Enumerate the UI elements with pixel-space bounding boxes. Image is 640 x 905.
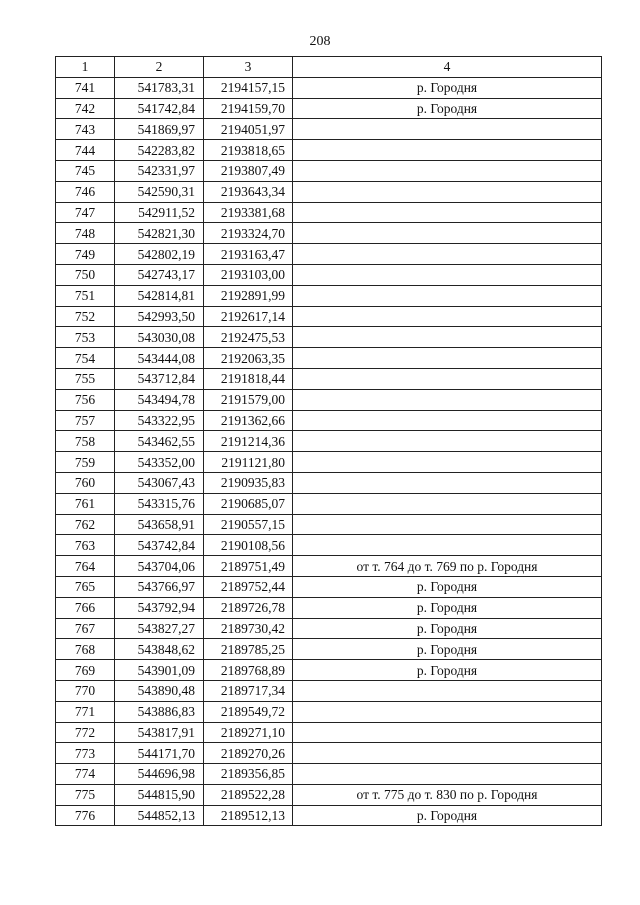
x-coordinate-cell: 542814,81 [115, 285, 204, 306]
x-coordinate-cell: 541783,31 [115, 77, 204, 98]
x-coordinate-cell: 543817,91 [115, 722, 204, 743]
table-row [56, 472, 602, 493]
table-body [56, 77, 602, 826]
table-row [56, 535, 602, 556]
point-number-cell: 750 [56, 264, 115, 285]
description-cell [293, 431, 602, 452]
y-coordinate-cell: 2191214,36 [204, 431, 293, 452]
point-number-cell: 772 [56, 722, 115, 743]
y-coordinate-cell: 2189730,42 [204, 618, 293, 639]
description-cell [293, 701, 602, 722]
y-coordinate-cell: 2191579,00 [204, 389, 293, 410]
y-coordinate-cell: 2189522,28 [204, 784, 293, 805]
y-coordinate-cell: 2190685,07 [204, 493, 293, 514]
point-number-cell: 763 [56, 535, 115, 556]
x-coordinate-cell: 543742,84 [115, 535, 204, 556]
y-coordinate-cell: 2189512,13 [204, 805, 293, 826]
table-row [56, 514, 602, 535]
x-coordinate-cell: 543315,76 [115, 493, 204, 514]
description-cell [293, 368, 602, 389]
y-coordinate-cell: 2189270,26 [204, 743, 293, 764]
column-header-3: 3 [204, 57, 293, 78]
point-number-cell: 747 [56, 202, 115, 223]
y-coordinate-cell: 2193643,34 [204, 181, 293, 202]
point-number-cell: 751 [56, 285, 115, 306]
table-row [56, 431, 602, 452]
y-coordinate-cell: 2194051,97 [204, 119, 293, 140]
point-number-cell: 770 [56, 680, 115, 701]
point-number-cell: 743 [56, 119, 115, 140]
table-row [56, 327, 602, 348]
x-coordinate-cell: 543901,09 [115, 660, 204, 681]
x-coordinate-cell: 544696,98 [115, 764, 204, 785]
x-coordinate-cell: 543766,97 [115, 576, 204, 597]
description-cell: от т. 764 до т. 769 по р. Городня [293, 556, 602, 577]
x-coordinate-cell: 543462,55 [115, 431, 204, 452]
description-cell [293, 223, 602, 244]
x-coordinate-cell: 542590,31 [115, 181, 204, 202]
point-number-cell: 775 [56, 784, 115, 805]
x-coordinate-cell: 543886,83 [115, 701, 204, 722]
point-number-cell: 755 [56, 368, 115, 389]
x-coordinate-cell: 543030,08 [115, 327, 204, 348]
table-row [56, 160, 602, 181]
point-number-cell: 765 [56, 576, 115, 597]
table-row [56, 805, 602, 826]
description-cell: р. Городня [293, 660, 602, 681]
y-coordinate-cell: 2189356,85 [204, 764, 293, 785]
y-coordinate-cell: 2193807,49 [204, 160, 293, 181]
description-cell [293, 452, 602, 473]
y-coordinate-cell: 2190108,56 [204, 535, 293, 556]
x-coordinate-cell: 543792,94 [115, 597, 204, 618]
y-coordinate-cell: 2193103,00 [204, 264, 293, 285]
point-number-cell: 757 [56, 410, 115, 431]
y-coordinate-cell: 2193818,65 [204, 140, 293, 161]
description-cell [293, 181, 602, 202]
point-number-cell: 753 [56, 327, 115, 348]
x-coordinate-cell: 543827,27 [115, 618, 204, 639]
point-number-cell: 744 [56, 140, 115, 161]
description-cell: р. Городня [293, 805, 602, 826]
table-row [56, 743, 602, 764]
x-coordinate-cell: 544171,70 [115, 743, 204, 764]
description-cell [293, 202, 602, 223]
y-coordinate-cell: 2193324,70 [204, 223, 293, 244]
y-coordinate-cell: 2194157,15 [204, 77, 293, 98]
y-coordinate-cell: 2194159,70 [204, 98, 293, 119]
y-coordinate-cell: 2192617,14 [204, 306, 293, 327]
description-cell [293, 264, 602, 285]
x-coordinate-cell: 543658,91 [115, 514, 204, 535]
point-number-cell: 769 [56, 660, 115, 681]
description-cell [293, 472, 602, 493]
y-coordinate-cell: 2190935,83 [204, 472, 293, 493]
description-cell [293, 306, 602, 327]
description-cell [293, 119, 602, 140]
x-coordinate-cell: 541742,84 [115, 98, 204, 119]
table-header-row [56, 57, 602, 78]
description-cell [293, 160, 602, 181]
table-row [56, 306, 602, 327]
table-row [56, 493, 602, 514]
description-cell [293, 680, 602, 701]
x-coordinate-cell: 543067,43 [115, 472, 204, 493]
point-number-cell: 746 [56, 181, 115, 202]
description-cell: р. Городня [293, 576, 602, 597]
point-number-cell: 767 [56, 618, 115, 639]
point-number-cell: 776 [56, 805, 115, 826]
point-number-cell: 773 [56, 743, 115, 764]
point-number-cell: 756 [56, 389, 115, 410]
y-coordinate-cell: 2191121,80 [204, 452, 293, 473]
table-row [56, 140, 602, 161]
x-coordinate-cell: 543352,00 [115, 452, 204, 473]
column-header-4: 4 [293, 57, 602, 78]
x-coordinate-cell: 543890,48 [115, 680, 204, 701]
point-number-cell: 760 [56, 472, 115, 493]
description-cell [293, 389, 602, 410]
description-cell: р. Городня [293, 98, 602, 119]
y-coordinate-cell: 2192063,35 [204, 348, 293, 369]
point-number-cell: 754 [56, 348, 115, 369]
description-cell [293, 764, 602, 785]
y-coordinate-cell: 2191362,66 [204, 410, 293, 431]
x-coordinate-cell: 543704,06 [115, 556, 204, 577]
table-row [56, 764, 602, 785]
point-number-cell: 752 [56, 306, 115, 327]
coordinates-table [55, 56, 602, 826]
description-cell [293, 410, 602, 431]
y-coordinate-cell: 2189726,78 [204, 597, 293, 618]
x-coordinate-cell: 543444,08 [115, 348, 204, 369]
description-cell [293, 535, 602, 556]
description-cell [293, 493, 602, 514]
description-cell [293, 140, 602, 161]
point-number-cell: 745 [56, 160, 115, 181]
x-coordinate-cell: 542802,19 [115, 244, 204, 265]
description-cell: р. Городня [293, 618, 602, 639]
column-header-1: 1 [56, 57, 115, 78]
y-coordinate-cell: 2189751,49 [204, 556, 293, 577]
table-row [56, 98, 602, 119]
x-coordinate-cell: 542331,97 [115, 160, 204, 181]
table-row [56, 389, 602, 410]
x-coordinate-cell: 543322,95 [115, 410, 204, 431]
point-number-cell: 771 [56, 701, 115, 722]
table-row [56, 285, 602, 306]
y-coordinate-cell: 2189768,89 [204, 660, 293, 681]
point-number-cell: 748 [56, 223, 115, 244]
x-coordinate-cell: 543712,84 [115, 368, 204, 389]
x-coordinate-cell: 544815,90 [115, 784, 204, 805]
description-cell: р. Городня [293, 77, 602, 98]
point-number-cell: 762 [56, 514, 115, 535]
point-number-cell: 764 [56, 556, 115, 577]
x-coordinate-cell: 543494,78 [115, 389, 204, 410]
description-cell [293, 722, 602, 743]
x-coordinate-cell: 542911,52 [115, 202, 204, 223]
table-row [56, 181, 602, 202]
description-cell: от т. 775 до т. 830 по р. Городня [293, 784, 602, 805]
point-number-cell: 766 [56, 597, 115, 618]
y-coordinate-cell: 2189785,25 [204, 639, 293, 660]
y-coordinate-cell: 2193163,47 [204, 244, 293, 265]
description-cell [293, 285, 602, 306]
y-coordinate-cell: 2192891,99 [204, 285, 293, 306]
y-coordinate-cell: 2189752,44 [204, 576, 293, 597]
table-row [56, 264, 602, 285]
x-coordinate-cell: 542821,30 [115, 223, 204, 244]
y-coordinate-cell: 2189717,34 [204, 680, 293, 701]
table-row [56, 784, 602, 805]
x-coordinate-cell: 542283,82 [115, 140, 204, 161]
description-cell: р. Городня [293, 597, 602, 618]
table-row [56, 410, 602, 431]
description-cell: р. Городня [293, 639, 602, 660]
description-cell [293, 348, 602, 369]
table-row [56, 597, 602, 618]
table-row [56, 639, 602, 660]
table-row [56, 618, 602, 639]
table-row [56, 348, 602, 369]
page-number: 208 [309, 34, 331, 49]
x-coordinate-cell: 543848,62 [115, 639, 204, 660]
table-row [56, 660, 602, 681]
description-cell [293, 514, 602, 535]
point-number-cell: 759 [56, 452, 115, 473]
x-coordinate-cell: 542993,50 [115, 306, 204, 327]
table-row [56, 368, 602, 389]
y-coordinate-cell: 2189549,72 [204, 701, 293, 722]
x-coordinate-cell: 542743,17 [115, 264, 204, 285]
y-coordinate-cell: 2190557,15 [204, 514, 293, 535]
table-row [56, 202, 602, 223]
x-coordinate-cell: 544852,13 [115, 805, 204, 826]
y-coordinate-cell: 2193381,68 [204, 202, 293, 223]
point-number-cell: 749 [56, 244, 115, 265]
table-row [56, 223, 602, 244]
description-cell [293, 244, 602, 265]
column-header-2: 2 [115, 57, 204, 78]
point-number-cell: 768 [56, 639, 115, 660]
point-number-cell: 741 [56, 77, 115, 98]
table-row [56, 576, 602, 597]
table-row [56, 680, 602, 701]
description-cell [293, 743, 602, 764]
table-row [56, 452, 602, 473]
y-coordinate-cell: 2192475,53 [204, 327, 293, 348]
x-coordinate-cell: 541869,97 [115, 119, 204, 140]
point-number-cell: 774 [56, 764, 115, 785]
table-row [56, 244, 602, 265]
table-row [56, 722, 602, 743]
y-coordinate-cell: 2189271,10 [204, 722, 293, 743]
table-row [56, 556, 602, 577]
table-row [56, 119, 602, 140]
table-row [56, 77, 602, 98]
y-coordinate-cell: 2191818,44 [204, 368, 293, 389]
table-row [56, 701, 602, 722]
point-number-cell: 758 [56, 431, 115, 452]
description-cell [293, 327, 602, 348]
point-number-cell: 761 [56, 493, 115, 514]
point-number-cell: 742 [56, 98, 115, 119]
